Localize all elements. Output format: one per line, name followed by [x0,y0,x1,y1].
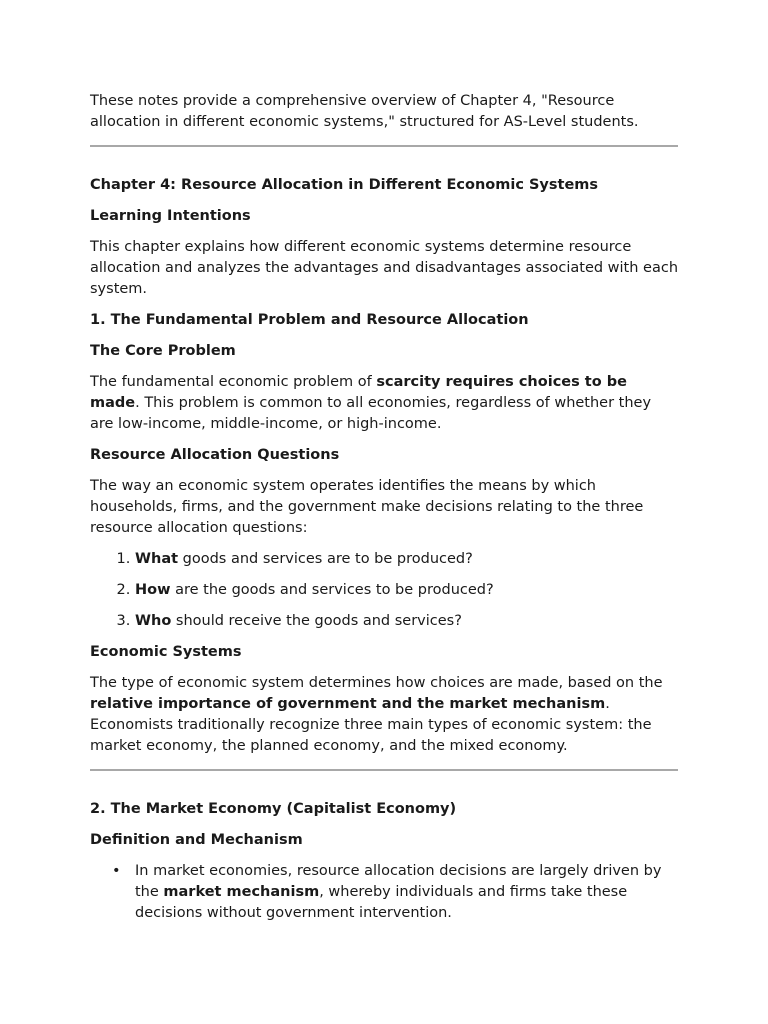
questions-list [90,549,678,632]
list-item-text: are the goods and services to be produced? [170,582,494,598]
economic-systems-text-bold: relative importance of government and the market mechanism [90,696,606,712]
core-problem-text-bold: scarcity requires choices to be made [90,374,627,411]
bullet-text-bold: market mechanism [163,884,320,900]
learning-intentions-text: This chapter explains how different economic systems determine resource allocation and analyzes the advantages and disadvantages associated with each system. [90,239,679,297]
bullet-text-after: , whereby individuals and firms take these decisions without government intervention. [135,884,628,921]
economic-systems-text [90,673,678,757]
economic-systems-text-before: The type of economic system determines how choices are made, based on the [90,675,663,691]
core-problem-heading: The Core Problem [90,343,236,359]
definition-heading: Definition and Mechanism [90,832,303,848]
list-item-text: goods and services are to be produced? [178,551,473,567]
bullet-icon: • [112,863,121,879]
list-item-bold: Who [135,613,172,629]
bullet-text-before: In market economies, resource allocation decisions are largely driven by the [135,863,662,900]
learning-intentions-heading: Learning Intentions [90,208,251,224]
core-problem-text [90,372,678,435]
core-problem-text-after: . This problem is common to all economies, regardless of whether they are low-income, middle-income, or high-income. [90,395,652,432]
questions-heading: Resource Allocation Questions [90,447,340,463]
economic-systems-heading: Economic Systems [90,644,242,660]
economic-systems-text-after: . Economists traditionally recognize three main types of economic system: the market economy, the planned economy, and the mixed economy. [90,696,652,754]
section-2-heading: 2. The Market Economy (Capitalist Economy) [90,801,457,817]
list-item [112,861,678,924]
intro-paragraph: These notes provide a comprehensive overview of Chapter 4, "Resource allocation in different economic systems," structured for AS-Level students. [90,93,639,130]
divider-1 [90,145,678,147]
chapter-title: Chapter 4: Resource Allocation in Different Economic Systems [90,177,599,193]
divider-2 [90,769,678,771]
list-item [135,549,678,570]
core-problem-text-before: The fundamental economic problem of [90,374,377,390]
list-item [135,580,678,601]
list-item [135,611,678,632]
list-item-bold: How [135,582,171,598]
list-item-text: should receive the goods and services? [171,613,462,629]
list-item-bold: What [135,551,179,567]
definition-list [90,861,678,924]
questions-text: The way an economic system operates identifies the means by which households, firms, and the government make decisions relating to the three resource allocation questions: [90,478,644,536]
section-1-heading: 1. The Fundamental Problem and Resource Allocation [90,312,529,328]
